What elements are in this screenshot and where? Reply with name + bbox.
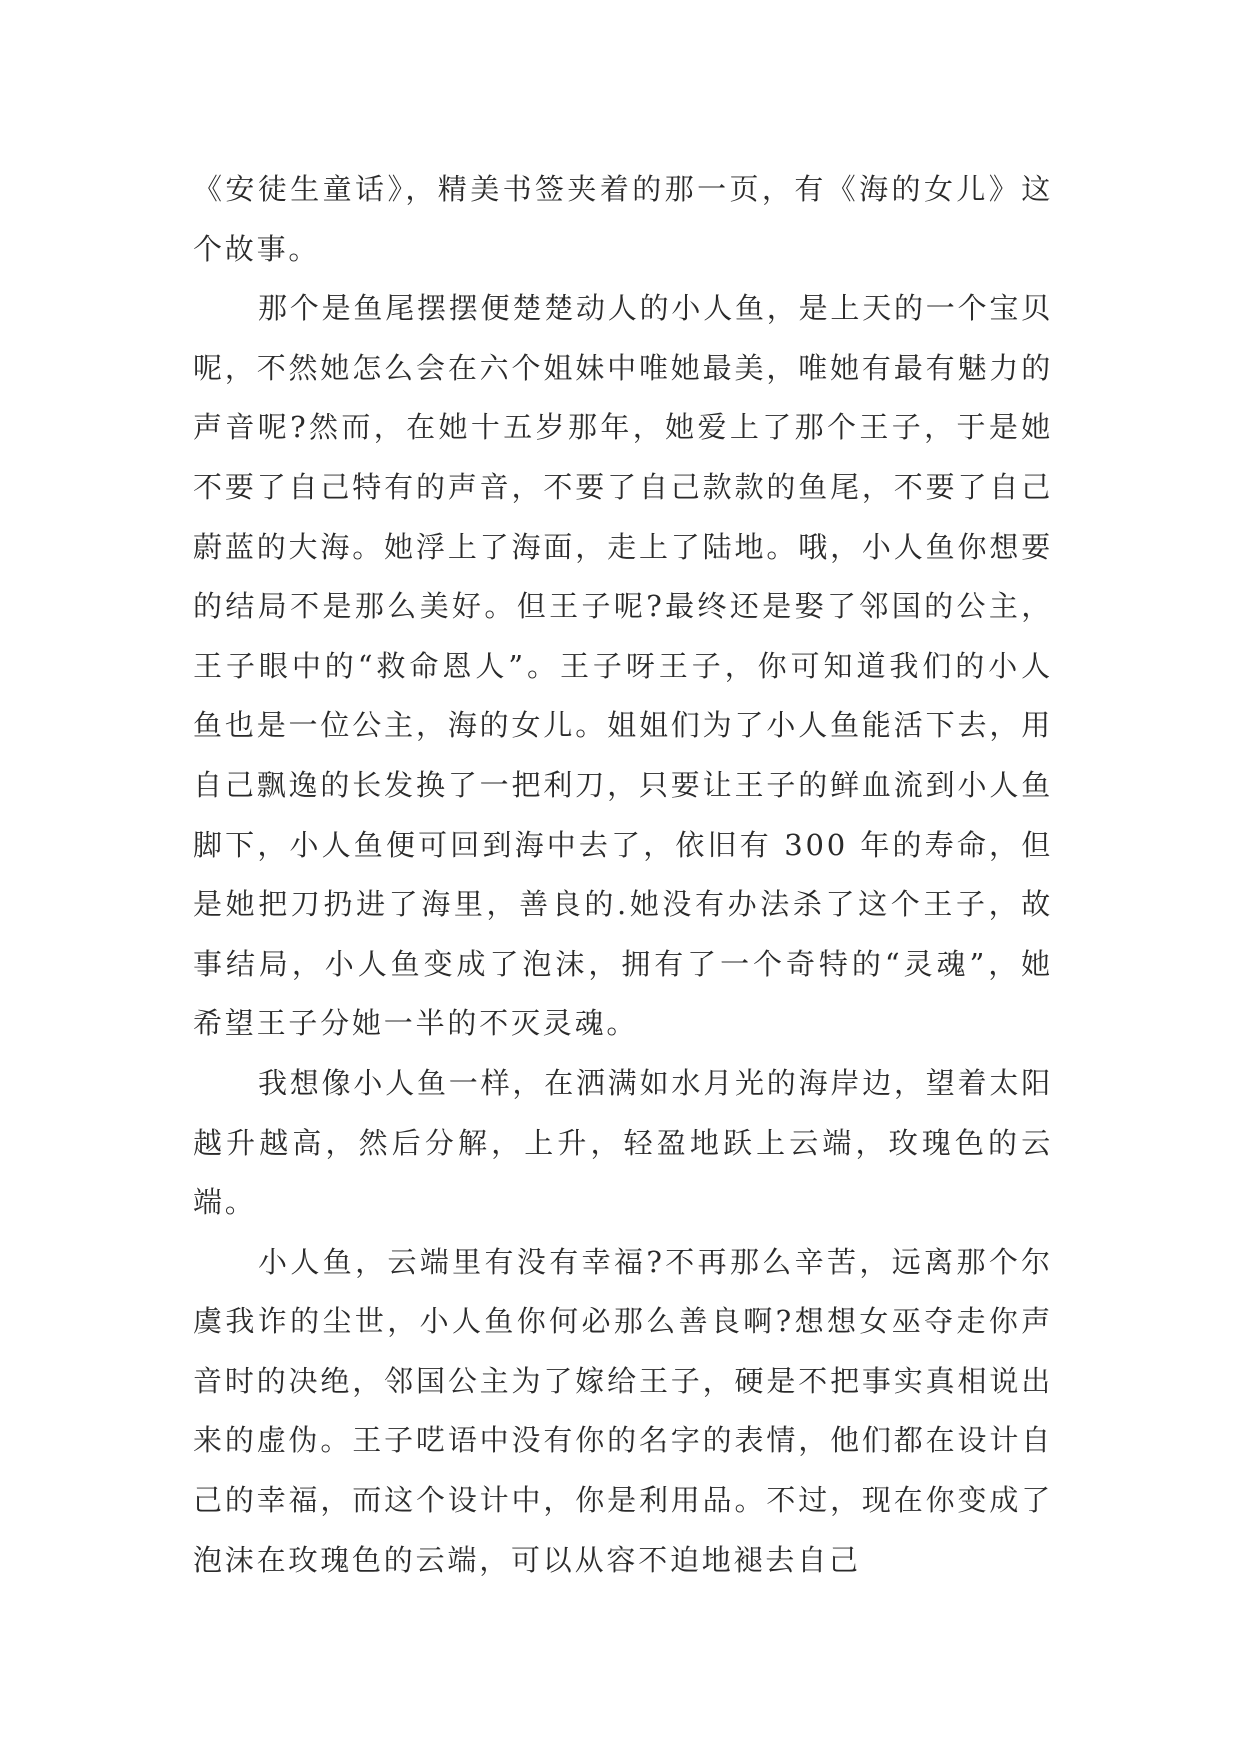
body-text [193,160,1053,1590]
paragraph-4: 小人鱼，云端里有没有幸福?不再那么辛苦，远离那个尔虞我诈的尘世，小人鱼你何必那么善良啊?想想女巫夺走你声音时的决绝，邻国公主为了嫁给王子，硬是不把事实真相说出来的虚伪。王子呓语中没有你的名字的表情，他们都在设计自己的幸福，而这个设计中，你是利用品。不过，现在你变成了泡沫在玫瑰色的云端，可以从容不迫地褪去自己 [193,1244,1053,1577]
paragraph-3: 我想像小人鱼一样，在洒满如水月光的海岸边，望着太阳越升越高，然后分解，上升，轻盈地跃上云端，玫瑰色的云端。 [193,1065,1054,1220]
paragraph-2: 那个是鱼尾摆摆便楚楚动人的小人鱼，是上天的一个宝贝呢，不然她怎么会在六个姐妹中唯她最美，唯她有最有魅力的声音呢?然而，在她十五岁那年，她爱上了那个王子，于是她不要了自己特有的声音，不要了自己款款的鱼尾，不要了自己蔚蓝的大海。她浮上了海面，走上了陆地。哦，小人鱼你想要的结局不是那么美好。但王子呢?最终还是娶了邻国的公主，王子眼中的“救命恩人”。王子呀王子，你可知道我们的小人鱼也是一位公主，海的女儿。姐姐们为了小人鱼能活下去，用自己飘逸的长发换了一把利刀，只要让王子的鲜血流到小人鱼脚下，小人鱼便可回到海中去了，依旧有 300 年的寿命，但是她把刀扔进了海里，善良的.她没有办法杀了这个王子，故事结局，小人鱼变成了泡沫，拥有了一个奇特的“灵魂”，她希望王子分她一半的不灭灵魂。 [193,291,1054,1041]
paragraph-1: 《安徒生童话》，精美书签夹着的那一页，有《海的女儿》这个故事。 [193,172,1053,266]
